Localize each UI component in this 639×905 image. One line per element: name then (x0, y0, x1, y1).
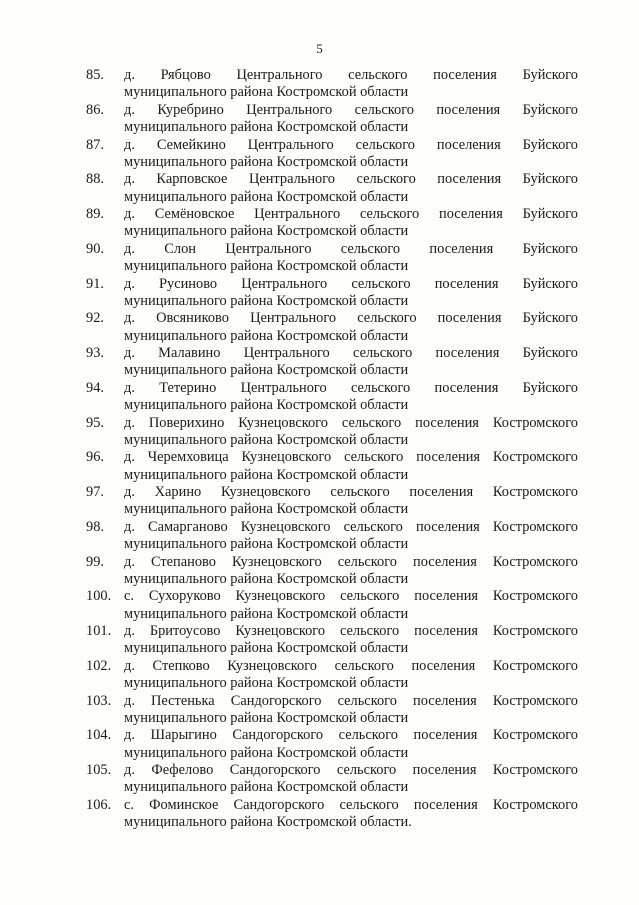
item-text-line1: с. Фоминское Сандогорского сельского поселения Костромского (124, 796, 578, 813)
item-text-line2: муниципального района Костромской области (124, 466, 409, 483)
item-text (124, 345, 578, 380)
item-number: 102. (86, 657, 112, 674)
item-text-line2: муниципального района Костромской области (124, 397, 409, 414)
item-number: 97. (86, 484, 104, 500)
item-text-line2: муниципального района Костромской области (124, 605, 409, 622)
list-item (86, 310, 578, 345)
item-text (124, 554, 578, 589)
item-number: 91. (86, 275, 104, 292)
list-item (86, 345, 578, 380)
item-text-line1: д. Самарганово Кузнецовского сельского поселения Костромского (124, 518, 578, 535)
item-text-line1: д. Русиново Центрального сельского поселения Буйского (124, 275, 578, 292)
item-text-line1: д. Куребрино Центрального сельского поселения Буйского (124, 101, 578, 118)
item-text-line2: муниципального района Костромской области (124, 153, 409, 170)
item-text-line2: муниципального района Костромской области (124, 84, 409, 101)
settlement-list (86, 67, 578, 832)
item-text (124, 449, 578, 484)
item-text (124, 693, 578, 728)
item-number: 101. (86, 623, 112, 639)
list-item (86, 762, 578, 797)
item-text-line1: д. Рябцово Центрального сельского поселения Буйского (124, 67, 578, 83)
list-item (86, 241, 578, 276)
item-text-line1: д. Малавино Центрального сельского поселения Буйского (124, 345, 578, 361)
list-item (86, 727, 578, 762)
item-text (124, 519, 578, 554)
item-text (124, 171, 578, 206)
item-number: 100. (86, 588, 112, 605)
list-item (86, 623, 578, 658)
item-text-line2: муниципального района Костромской области (124, 744, 409, 761)
item-number: 104. (86, 727, 112, 744)
item-text-line2: муниципального района Костромской области. (124, 814, 412, 831)
item-text-line2: муниципального района Костромской области (124, 570, 409, 587)
item-number: 94. (86, 379, 104, 396)
list-item (86, 137, 578, 172)
item-number: 85. (86, 67, 104, 83)
item-text-line2: муниципального района Костромской области (124, 431, 409, 448)
item-text (124, 241, 578, 276)
item-number: 99. (86, 553, 104, 570)
list-item (86, 206, 578, 241)
item-text (124, 67, 578, 102)
item-number: 87. (86, 136, 104, 153)
item-number: 98. (86, 518, 104, 535)
list-item (86, 519, 578, 554)
item-text (124, 415, 578, 450)
item-text-line1: д. Карповское Центрального сельского поселения Буйского (124, 171, 578, 188)
item-text (124, 727, 578, 762)
item-text-line2: муниципального района Костромской области (124, 362, 409, 379)
item-text (124, 762, 578, 797)
item-text-line1: д. Тетерино Центрального сельского поселения Буйского (124, 379, 578, 396)
item-number: 86. (86, 101, 104, 118)
item-text-line2: муниципального района Костромской области (124, 188, 409, 205)
item-number: 105. (86, 762, 112, 778)
list-item (86, 380, 578, 415)
list-item (86, 102, 578, 137)
item-text-line1: д. Поверихино Кузнецовского сельского поселения Костромского (124, 414, 578, 431)
list-item (86, 67, 578, 102)
list-item (86, 449, 578, 484)
item-text-line1: д. Степково Кузнецовского сельского поселения Костромского (124, 657, 578, 674)
list-item (86, 693, 578, 728)
list-item (86, 484, 578, 519)
item-text-line2: муниципального района Костромской области (124, 640, 409, 657)
item-text-line2: муниципального района Костромской области (124, 223, 409, 240)
item-text (124, 276, 578, 311)
item-number: 92. (86, 310, 104, 327)
item-text-line2: муниципального района Костромской области (124, 501, 409, 518)
item-text-line2: муниципального района Костромской области (124, 327, 409, 344)
item-text-line1: д. Бритоусово Кузнецовского сельского поселения Костромского (124, 623, 578, 639)
list-item (86, 797, 578, 832)
item-text-line2: муниципального района Костромской области (124, 675, 409, 692)
item-number: 103. (86, 692, 112, 709)
item-text-line2: муниципального района Костромской области (124, 119, 409, 136)
list-item (86, 588, 578, 623)
list-item (86, 171, 578, 206)
item-text (124, 380, 578, 415)
item-text-line1: д. Черемховица Кузнецовского сельского поселения Костромского (124, 449, 578, 466)
item-number: 88. (86, 171, 104, 188)
item-text (124, 206, 578, 241)
item-text (124, 102, 578, 137)
item-text (124, 310, 578, 345)
item-text-line1: д. Семейкино Центрального сельского поселения Буйского (124, 136, 578, 153)
item-number: 96. (86, 449, 104, 466)
item-text-line2: муниципального района Костромской области (124, 536, 409, 553)
item-text (124, 623, 578, 658)
item-text (124, 588, 578, 623)
item-text-line1: д. Степаново Кузнецовского сельского поселения Костромского (124, 553, 578, 570)
item-text-line1: д. Харино Кузнецовского сельского поселения Костромского (124, 484, 578, 500)
list-item (86, 276, 578, 311)
list-item (86, 415, 578, 450)
list-item (86, 554, 578, 589)
item-text-line1: д. Семёновское Центрального сельского поселения Буйского (124, 206, 578, 222)
item-text-line1: д. Пестенька Сандогорского сельского поселения Костромского (124, 692, 578, 709)
item-text (124, 484, 578, 519)
item-text-line2: муниципального района Костромской области (124, 779, 409, 796)
item-text-line2: муниципального района Костромской области (124, 709, 409, 726)
list-item (86, 658, 578, 693)
item-text (124, 658, 578, 693)
item-number: 90. (86, 240, 104, 257)
item-text-line1: с. Сухоруково Кузнецовского сельского поселения Костромского (124, 588, 578, 605)
item-text-line2: муниципального района Костромской области (124, 292, 409, 309)
item-number: 93. (86, 345, 104, 361)
item-text-line2: муниципального района Костромской области (124, 258, 409, 275)
item-text-line1: д. Шарыгино Сандогорского сельского поселения Костромского (124, 727, 578, 744)
item-text-line1: д. Слон Центрального сельского поселения Буйского (124, 240, 578, 257)
page-number: 5 (316, 41, 323, 56)
item-text-line1: д. Фефелово Сандогорского сельского поселения Костромского (124, 762, 578, 778)
item-number: 89. (86, 206, 104, 222)
item-text (124, 137, 578, 172)
item-number: 106. (86, 796, 112, 813)
item-text-line1: д. Овсяниково Центрального сельского поселения Буйского (124, 310, 578, 327)
item-text (124, 797, 578, 832)
item-number: 95. (86, 414, 104, 431)
